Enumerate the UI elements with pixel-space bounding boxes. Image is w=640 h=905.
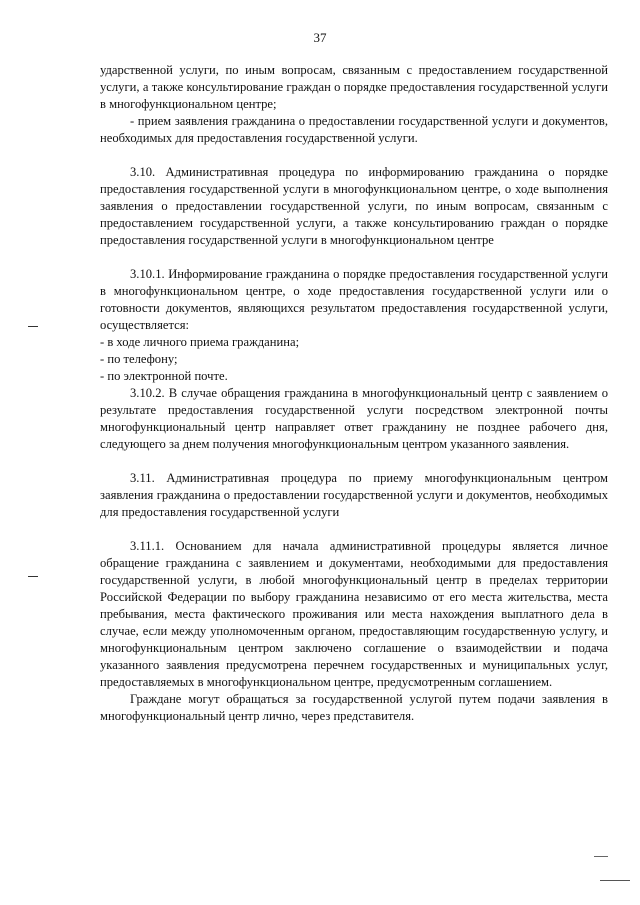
document-body <box>100 62 608 725</box>
list-item-email: - по электронной почте. <box>100 369 228 383</box>
paragraph-3-11-1: 3.11.1. Основанием для начала административной процедуры является личное обращение гражданина с заявлением и документами, необходимыми для предоставления государственной услуги, в любой многофункциональный центр в пределах территории Российской Федерации по выбору гражданина независимо от его места жительства, места пребывания, места фактического проживания или места нахождения выплатного дела в случае, если между уполномоченным органом, предоставляющим государственную услугу, и многофункциональным центром заключено соглашение о взаимодействии и подача указанного заявления предусмотрена перечнем государственных и муниципальных услуг, предоставляемых в многофункциональном центре, предусмотренным соглашением. <box>100 539 608 689</box>
paragraph-list-item: - прием заявления гражданина о предоставлении государственной услуги и документов, необходимых для предоставления государственной услуги. <box>100 114 608 145</box>
list-item-in-person: - в ходе личного приема гражданина; <box>100 335 300 349</box>
margin-mark <box>594 856 608 857</box>
section-heading-3-10: 3.10. Административная процедура по информированию гражданина о порядке предоставления государственной услуги в многофункциональном центре, о ходе выполнения заявления о предоставлении государственной услуги, по иным вопросам, связанным с предоставлением государственной услуги, а также консультированию граждан о порядке предоставления государственной услуги в многофункциональном центре <box>100 165 608 247</box>
margin-mark <box>28 326 38 327</box>
section-heading-3-11: 3.11. Административная процедура по приему многофункциональным центром заявления гражданина о предоставлении государственной услуги и документов, необходимых для предоставления государственной услуги <box>100 471 608 519</box>
paragraph-continuation: ударственной услуги, по иным вопросам, связанным с предоставлением государственной услуги, а также консультирование граждан о порядке предоставления государственной услуги в многофункциональном центре; <box>100 63 608 111</box>
paragraph-3-10-1: 3.10.1. Информирование гражданина о порядке предоставления государственной услуги в многофункциональном центре, о ходе предоставления государственной услуги или о готовности документов, являющихся результатом предоставления государственной услуги, осуществляется: <box>100 267 608 332</box>
margin-mark <box>28 576 38 577</box>
paragraph-citizens: Граждане могут обращаться за государственной услугой путем подачи заявления в многофункциональный центр лично, через представителя. <box>100 692 608 723</box>
list-item-phone: - по телефону; <box>100 352 178 366</box>
paragraph-3-10-2: 3.10.2. В случае обращения гражданина в многофункциональный центр с заявлением о результате предоставления государственной услуги посредством электронной почты многофункциональный центр направляет ответ гражданину не позднее рабочего дня, следующего за днем получения многофункциональным центром указанного заявления. <box>100 386 608 451</box>
margin-mark <box>600 880 630 881</box>
page-number: 37 <box>313 30 327 45</box>
